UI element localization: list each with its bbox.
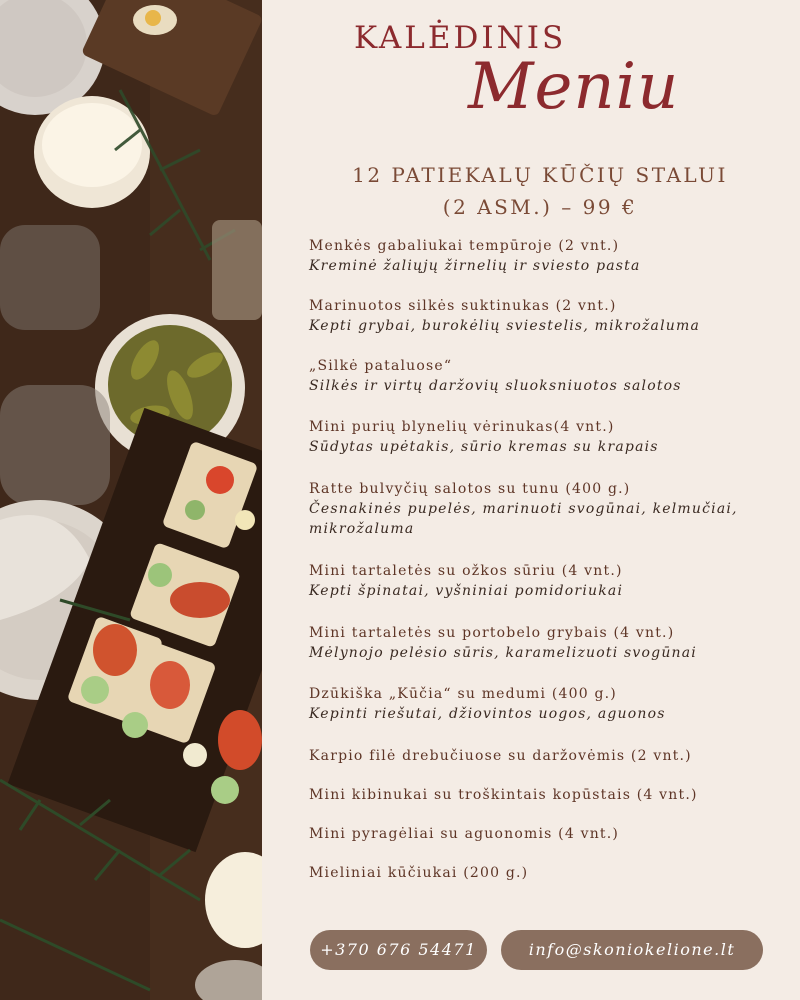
list-item: [309, 236, 779, 276]
item-description: Česnakinės pupelės, marinuoti svogūnai, kelmučiai, mikrožaluma: [309, 501, 738, 537]
list-item: [309, 824, 779, 844]
list-item: [309, 623, 779, 663]
list-item: [309, 684, 779, 724]
menu-title-script: Meniu: [468, 50, 680, 124]
item-description: Kepinti riešutai, džiovintos uogos, aguonos: [309, 706, 666, 722]
offer-line-2: (2 ASM.) – 99 €: [442, 195, 638, 219]
item-name: Mini tartaletės su ožkos sūriu (4 vnt.): [309, 563, 623, 579]
menu-title-top: KALĖDINIS: [354, 20, 567, 56]
email-button[interactable]: info@skoniokelione.lt: [501, 930, 763, 970]
list-item: [309, 746, 779, 766]
list-item: [309, 296, 779, 336]
list-item: [309, 479, 779, 539]
list-item: [309, 785, 779, 805]
item-name: Mieliniai kūčiukai (200 g.): [309, 865, 529, 881]
festive-table-photo: [0, 0, 262, 1000]
item-name: Marinuotos silkės suktinukas (2 vnt.): [309, 298, 617, 314]
list-item: [309, 561, 779, 601]
item-description: Sūdytas upėtakis, sūrio kremas su krapais: [309, 439, 659, 455]
list-item: [309, 863, 779, 883]
item-description: Kepti špinatai, vyšniniai pomidoriukai: [309, 583, 624, 599]
item-description: Mėlynojo pelėsio sūris, karamelizuoti svogūnai: [309, 645, 697, 661]
list-item: [309, 356, 779, 396]
item-name: Mini purių blynelių vėrinukas(4 vnt.): [309, 419, 615, 435]
item-description: Kepti grybai, burokėlių sviestelis, mikrožaluma: [309, 318, 701, 334]
item-name: Dzūkiška „Kūčia“ su medumi (400 g.): [309, 686, 617, 702]
item-name: Menkės gabaliukai tempūroje (2 vnt.): [309, 238, 620, 254]
list-item: [309, 417, 779, 457]
item-name: „Silkė pataluose“: [309, 358, 453, 374]
item-name: Ratte bulvyčių salotos su tunu (400 g.): [309, 481, 631, 497]
item-name: Mini kibinukai su troškintais kopūstais (4 vnt.): [309, 787, 698, 803]
offer-line-1: 12 PATIEKALŲ KŪČIŲ STALUI: [352, 163, 728, 187]
item-name: Mini tartaletės su portobelo grybais (4 vnt.): [309, 625, 675, 641]
item-name: Karpio filė drebučiuose su daržovėmis (2 vnt.): [309, 748, 692, 764]
item-description: Silkės ir virtų daržovių sluoksniuotos salotos: [309, 378, 682, 394]
item-name: Mini pyragėliai su aguonomis (4 vnt.): [309, 826, 620, 842]
item-description: Kreminė žaliųjų žirnelių ir sviesto pasta: [309, 258, 641, 274]
phone-button[interactable]: +370 676 54471: [310, 930, 487, 970]
